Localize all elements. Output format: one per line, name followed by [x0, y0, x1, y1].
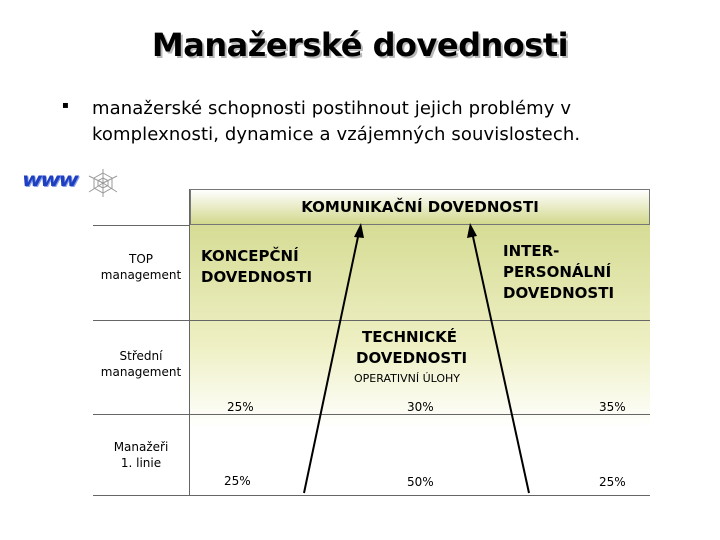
- row-label-middle-line1: Střední: [119, 349, 163, 363]
- right-arrowhead: [467, 223, 477, 238]
- bullet-text: manažerské schopnosti postihnout jejich problémy v komplexnosti, dynamice a vzájemných souvislostech.: [92, 98, 581, 145]
- left-boundary-arrow: [304, 232, 359, 493]
- line-conceptual-pct: 25%: [224, 474, 251, 488]
- conceptual-line2: DOVEDNOSTI: [201, 268, 313, 286]
- middle-conceptual-pct: 25%: [227, 400, 254, 414]
- www-logo[interactable]: www: [22, 169, 77, 192]
- page-title: Manažerské dovednosti: [151, 26, 569, 64]
- operational-tasks-label: OPERATIVNÍ ÚLOHY: [354, 372, 461, 385]
- middle-interpersonal-pct: 35%: [599, 400, 626, 414]
- line-interpersonal-pct: 25%: [599, 475, 626, 489]
- row-label-top-line1: TOP: [128, 252, 153, 266]
- interpersonal-line2: PERSONÁLNÍ: [503, 263, 612, 281]
- bullet-marker: ▪: [62, 100, 69, 111]
- row-label-first-line-line2: 1. linie: [120, 456, 162, 470]
- communication-skills-band: KOMUNIKAČNÍ DOVEDNOSTI: [190, 189, 650, 225]
- row-label-first-line-line1: Manažeři: [113, 440, 169, 454]
- row-label-middle-line2: management: [100, 365, 182, 379]
- interpersonal-line1: INTER-: [503, 242, 560, 260]
- conceptual-line1: KONCEPČNÍ: [201, 247, 299, 265]
- middle-technical-pct: 30%: [407, 400, 434, 414]
- interpersonal-line3: DOVEDNOSTI: [503, 284, 615, 302]
- technical-line1: TECHNICKÉ: [362, 328, 458, 346]
- technical-line2: DOVEDNOSTI: [356, 349, 468, 367]
- line-technical-pct: 50%: [407, 475, 434, 489]
- row-label-top-line2: management: [100, 268, 182, 282]
- left-arrowhead: [354, 223, 364, 238]
- right-boundary-arrow: [472, 232, 529, 493]
